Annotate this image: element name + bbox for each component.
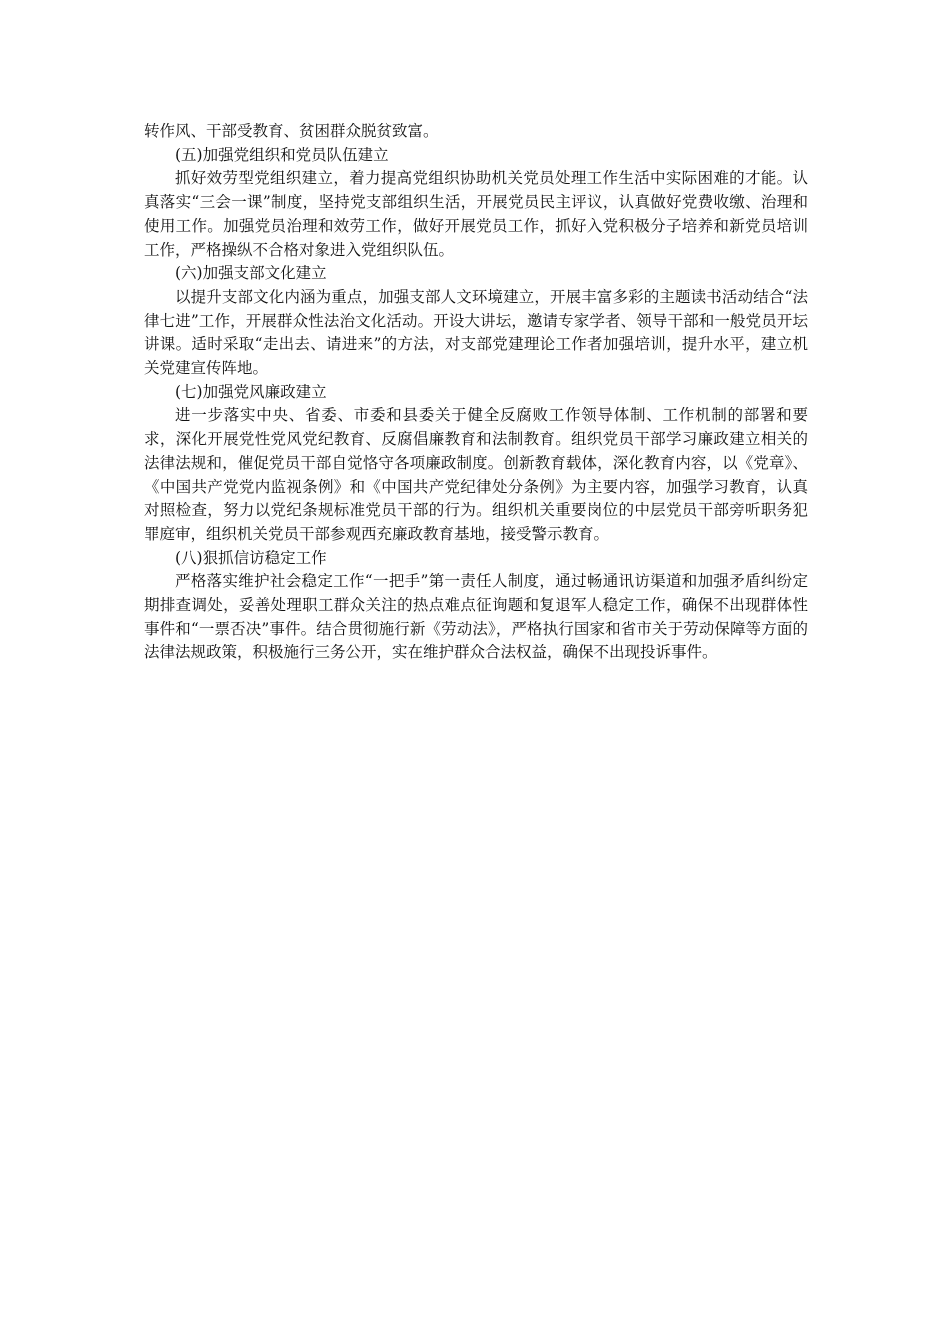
paragraph-continuation: 转作风、干部受教育、贫困群众脱贫致富。 (144, 122, 439, 140)
paragraph-branch-culture: 以提升支部文化内涵为重点，加强支部人文环境建立，开展丰富多彩的主题读书活动结合“法律七进”工作，开展群众性法治文化活动。开设大讲坛，邀请专家学者、领导干部和一般党员开坛讲课。适时采取“走出去、请进来”的方法，对支部党建理论工作者加强培训，提升水平，建立机关党建宣传阵地。 (144, 287, 808, 378)
paragraph-party-organization: 抓好效劳型党组织建立，着力提高党组织协助机关党员处理工作生活中实际困难的才能。认真落实“三会一课”制度，坚持党支部组织生活，开展党员民主评议，认真做好党费收缴、治理和使用工作。加强党员治理和效劳工作，做好开展党员工作，抓好入党积极分子培养和新党员培训工作，严格操纵不合格对象进入党组织队伍。 (144, 169, 808, 259)
paragraph-integrity: 进一步落实中央、省委、市委和县委关于健全反腐败工作领导体制、工作机制的部署和要求，深化开展党性党风党纪教育、反腐倡廉教育和法制教育。组织党员干部学习廉政建立相关的法律法规和，催促党员干部自觉恪守各项廉政制度。创新教育载体，深化教育内容，以《党章》、《中国共产党党内监视条例》和《中国共产党纪律处分条例》为主要内容，加强学习教育，认真对照检查，努力以党纪条规标准党员干部的行为。组织机关重要岗位的中层党员干部旁听职务犯罪庭审，组织机关党员干部参观西充廉政教育基地，接受警示教育。 (144, 406, 808, 543)
section-heading-5: (五)加强党组织和党员队伍建立 (175, 145, 389, 164)
section-heading-8: (八)狠抓信访稳定工作 (175, 548, 327, 567)
section-heading-7: (七)加强党风廉政建立 (175, 382, 327, 401)
document-body (144, 120, 808, 665)
paragraph-petition-stability: 严格落实维护社会稳定工作“一把手”第一责任人制度，通过畅通讯访渠道和加强矛盾纠纷定期排查调处，妥善处理职工群众关注的热点难点征询题和复退军人稳定工作，确保不出现群体性事件和“一票否决”事件。结合贯彻施行新《劳动法》，严格执行国家和省市关于劳动保障等方面的法律法规政策，积极施行三务公开，实在维护群众合法权益，确保不出现投诉事件。 (144, 572, 808, 662)
section-heading-6: (六)加强支部文化建立 (175, 264, 327, 283)
